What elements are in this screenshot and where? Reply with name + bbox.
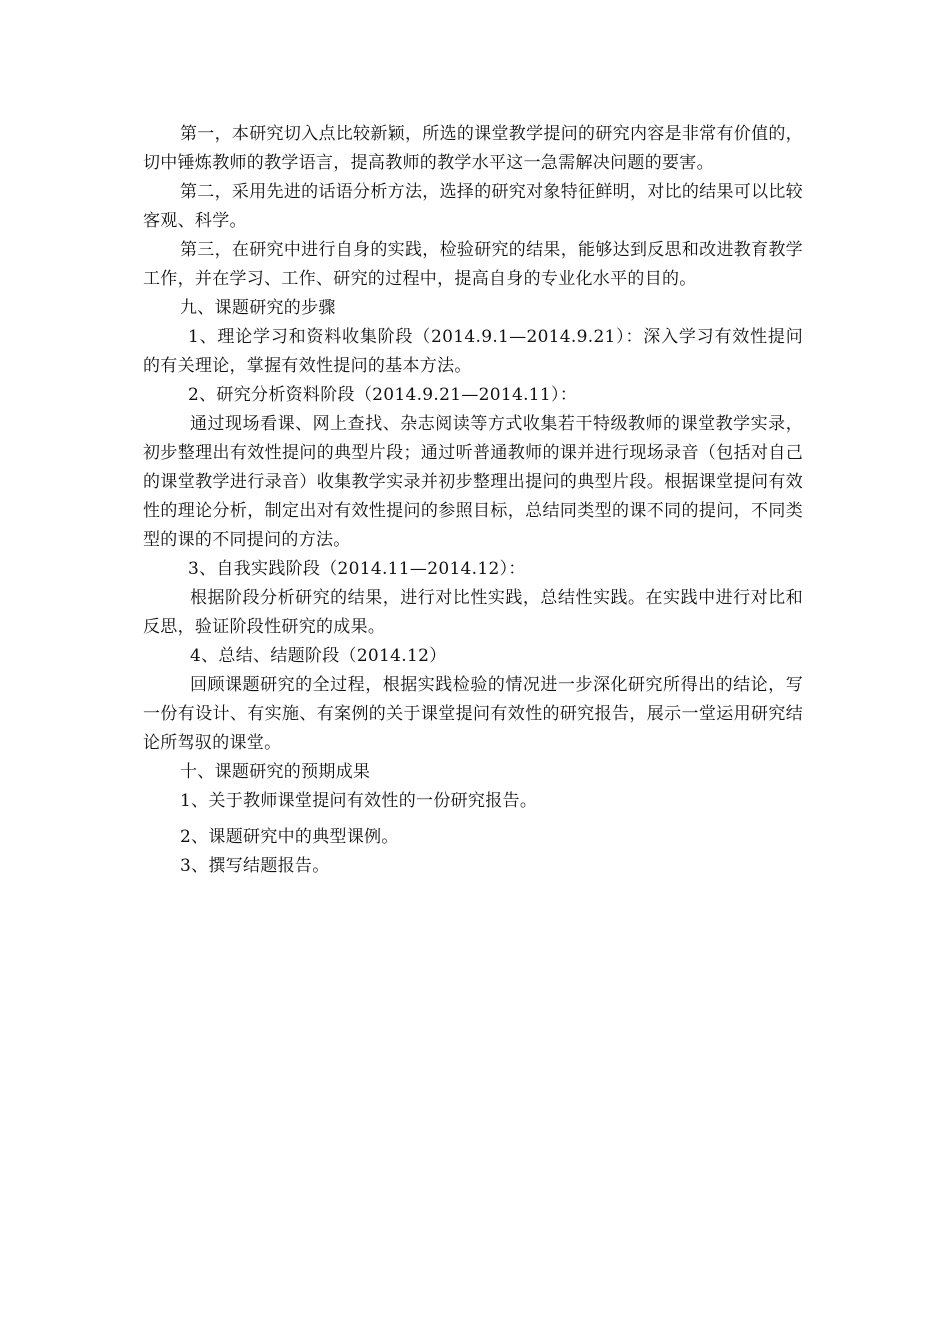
step-3-heading: 3、自我实践阶段（2014.11—2014.12）： [188,559,526,579]
section-heading-outcomes: 十、课题研究的预期成果 [180,762,371,782]
step-3-paragraph: 根据阶段分析研究的结果，进行对比性实践，总结性实践。在实践中进行对比和反思，验证阶段性研究的成果。 [143,588,803,637]
section-heading-steps: 九、课题研究的步骤 [180,298,336,318]
document-body [143,120,803,881]
step-4-heading: 4、总结、结题阶段（2014.12） [190,646,447,666]
paragraph-point-two: 第二，采用先进的话语分析方法，选择的研究对象特征鲜明，对比的结果可以比较客观、科学。 [143,182,803,231]
step-1-paragraph: 1、理论学习和资料收集阶段（2014.9.1—2014.9.21）：深入学习有效性提问的有关理论，掌握有效性提问的基本方法。 [143,327,803,376]
paragraph-point-one: 第一，本研究切入点比较新颖，所选的课堂教学提问的研究内容是非常有价值的，切中锤炼教师的教学语言，提高教师的教学水平这一急需解决问题的要害。 [143,124,803,173]
paragraph-point-three: 第三，在研究中进行自身的实践，检验研究的结果，能够达到反思和改进教育教学工作，并在学习、工作、研究的过程中，提高自身的专业化水平的目的。 [143,240,803,289]
outcome-item-3: 3、撰写结题报告。 [180,856,330,876]
step-2-heading: 2、研究分析资料阶段（2014.9.21—2014.11）： [188,385,578,405]
step-2-paragraph: 通过现场看课、网上查找、杂志阅读等方式收集若干特级教师的课堂教学实录，初步整理出有效性提问的典型片段；通过听普通教师的课并进行现场录音（包括对自己的课堂教学进行录音）收集教学实录并初步整理出提问的典型片段。根据课堂提问有效性的理论分析，制定出对有效性提问的参照目标，总结同类型的课不同的提问，不同类型的课的不同提问的方法。 [143,414,803,550]
outcome-item-2: 2、课题研究中的典型课例。 [180,827,399,847]
outcome-item-1: 1、关于教师课堂提问有效性的一份研究报告。 [180,791,538,811]
step-4-paragraph: 回顾课题研究的全过程，根据实践检验的情况进一步深化研究所得出的结论，写一份有设计、有实施、有案例的关于课堂提问有效性的研究报告，展示一堂运用研究结论所驾驭的课堂。 [143,675,803,753]
